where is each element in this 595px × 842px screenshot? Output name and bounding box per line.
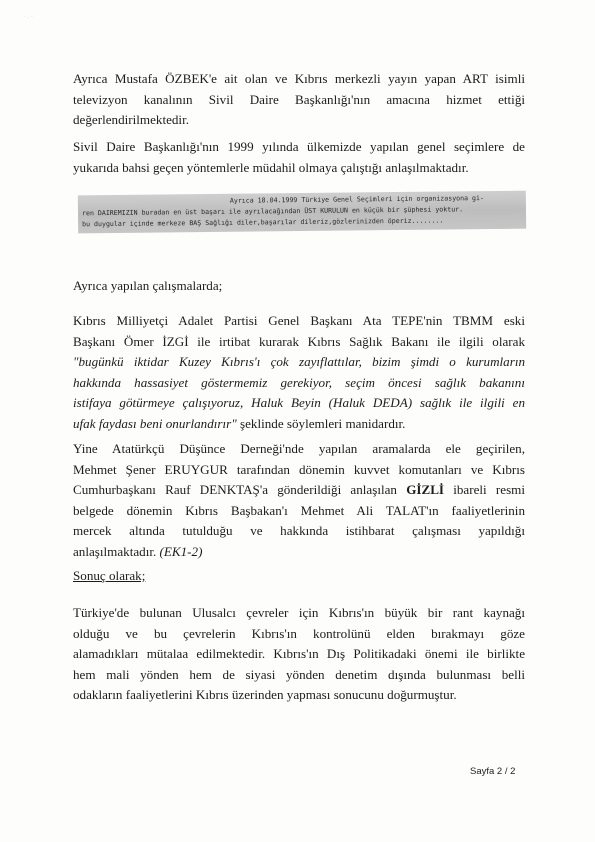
text-line: Türkiye'de bulunan Ulusalcı çevreler için Kıbrıs'ın büyük bir rant kaynağı	[73, 605, 525, 620]
text-line: alamadıkları mütalaa edilmektedir. Kıbrıs'ın Dış Politikadaki önemi ile birlikte	[73, 646, 525, 661]
quote-line: hakkında hassasiyet göstermemiz gerekiyor, seçim öncesi sağlık bakanını	[73, 374, 525, 390]
paragraph-conclusion	[73, 603, 525, 706]
text-line: Ayrıca yapılan çalışmalarda;	[73, 278, 223, 293]
text-fragment: ibareli resmi	[444, 482, 525, 497]
text-line	[73, 480, 525, 501]
text-line: değerlendirilmektedir.	[73, 112, 189, 127]
paragraph-eruygur-document	[73, 439, 525, 562]
quote-end: ufak faydası beni onurlandırır"	[73, 415, 237, 431]
text-line: olduğu ve bu çevrelerin Kıbrıs'ın kontrolünü elden bırakmayı göze	[73, 625, 525, 641]
text-line: hem mali yönden hem de siyasi yönden denetim dışında bulunması belli	[73, 666, 525, 682]
paragraph-intro	[73, 276, 525, 297]
page-number: Sayfa 2 / 2	[470, 766, 516, 777]
text-line: Başkanı Ömer İZGİ ile irtibat kurarak Kıbrıs Sağlık Bakanı ile ilgili olarak	[73, 333, 525, 349]
heading-conclusion: Sonuç olarak;	[73, 568, 146, 583]
text-line: Sivil Daire Başkanlığı'nın 1999 yılında ülkemizde yapılan genel seçimlere de	[73, 139, 525, 154]
excerpt-line: Ayrıca 18.04.1999 Türkiye Genel Seçimleri için organizasyona gi-	[229, 194, 484, 205]
paragraph-art-television	[73, 69, 525, 131]
text-line: mercek altında tutulduğu ve hakkında istihbarat çalışması yapıldığı	[73, 523, 525, 538]
quote-line: "bugünkü iktidar Kuzey Kıbrıs'ı çok zayıflattılar, bizim şimdi o kurumların	[73, 354, 525, 369]
text-line	[73, 542, 525, 563]
paragraph-ata-tepe	[73, 311, 525, 434]
text-line: odakların faaliyetlerini Kıbrıs üzerinden yapması sonucunu doğurmuştur.	[73, 687, 457, 702]
quote-line: istifaya götürmeye çalışıyoruz, Haluk Beyin (Haluk DEDA) sağlık ile ilgili en	[73, 395, 525, 410]
text-line: yukarıda bahsi geçen yöntemlerle müdahil olmaya çalıştığı anlaşılmaktadır.	[73, 159, 469, 175]
text-line: Mehmet Şener ERUYGUR tarafından dönemin kuvvet komutanları ve Kıbrıs	[73, 461, 525, 477]
text-fragment: anlaşılmaktadır.	[73, 543, 160, 559]
text-line: belgede dönemin Kıbrıs Başbakan'ı Mehmet Ali TALAT'ın faaliyetlerinin	[73, 502, 525, 518]
text-line	[73, 414, 525, 435]
text-line: Ayrıca Mustafa ÖZBEK'e ait olan ve Kıbrıs merkezli yayın yapan ART isimli	[73, 71, 525, 86]
text-fragment: şeklinde söylemleri manidardır.	[236, 415, 406, 431]
paragraph-1999-elections	[73, 137, 525, 178]
excerpt-line: ren DAIREMIZIN buradan en üst başarı ile ayrılacağından ÜST KURULUN en küçük bir şüphesi yoktur.	[81, 205, 464, 218]
text-line: Yine Atatürkçü Düşünce Derneği'nde yapılan aramalarda ele geçirilen,	[73, 441, 525, 456]
section-heading	[73, 566, 525, 587]
excerpt-line: bu duygular içinde merkeze BAŞ Sağlığı diler,başarılar dileriz,gözlerinizden öperiz........	[82, 216, 444, 229]
text-fragment: Cumhurbaşkanı Rauf DENKTAŞ'a gönderildiği anlaşılan	[73, 482, 407, 497]
annex-reference: (EK1-2)	[159, 543, 203, 559]
text-line: televizyon kanalının Sivil Daire Başkanlığı'nın amacına hizmet ettiği	[73, 91, 525, 107]
scanned-document-excerpt	[78, 191, 526, 234]
text-line: Kıbrıs Milliyetçi Adalet Partisi Genel Başkanı Ata TEPE'nin TBMM eski	[73, 313, 525, 328]
classified-label: GİZLİ	[406, 482, 445, 497]
scan-mark: · . ·	[24, 14, 33, 20]
